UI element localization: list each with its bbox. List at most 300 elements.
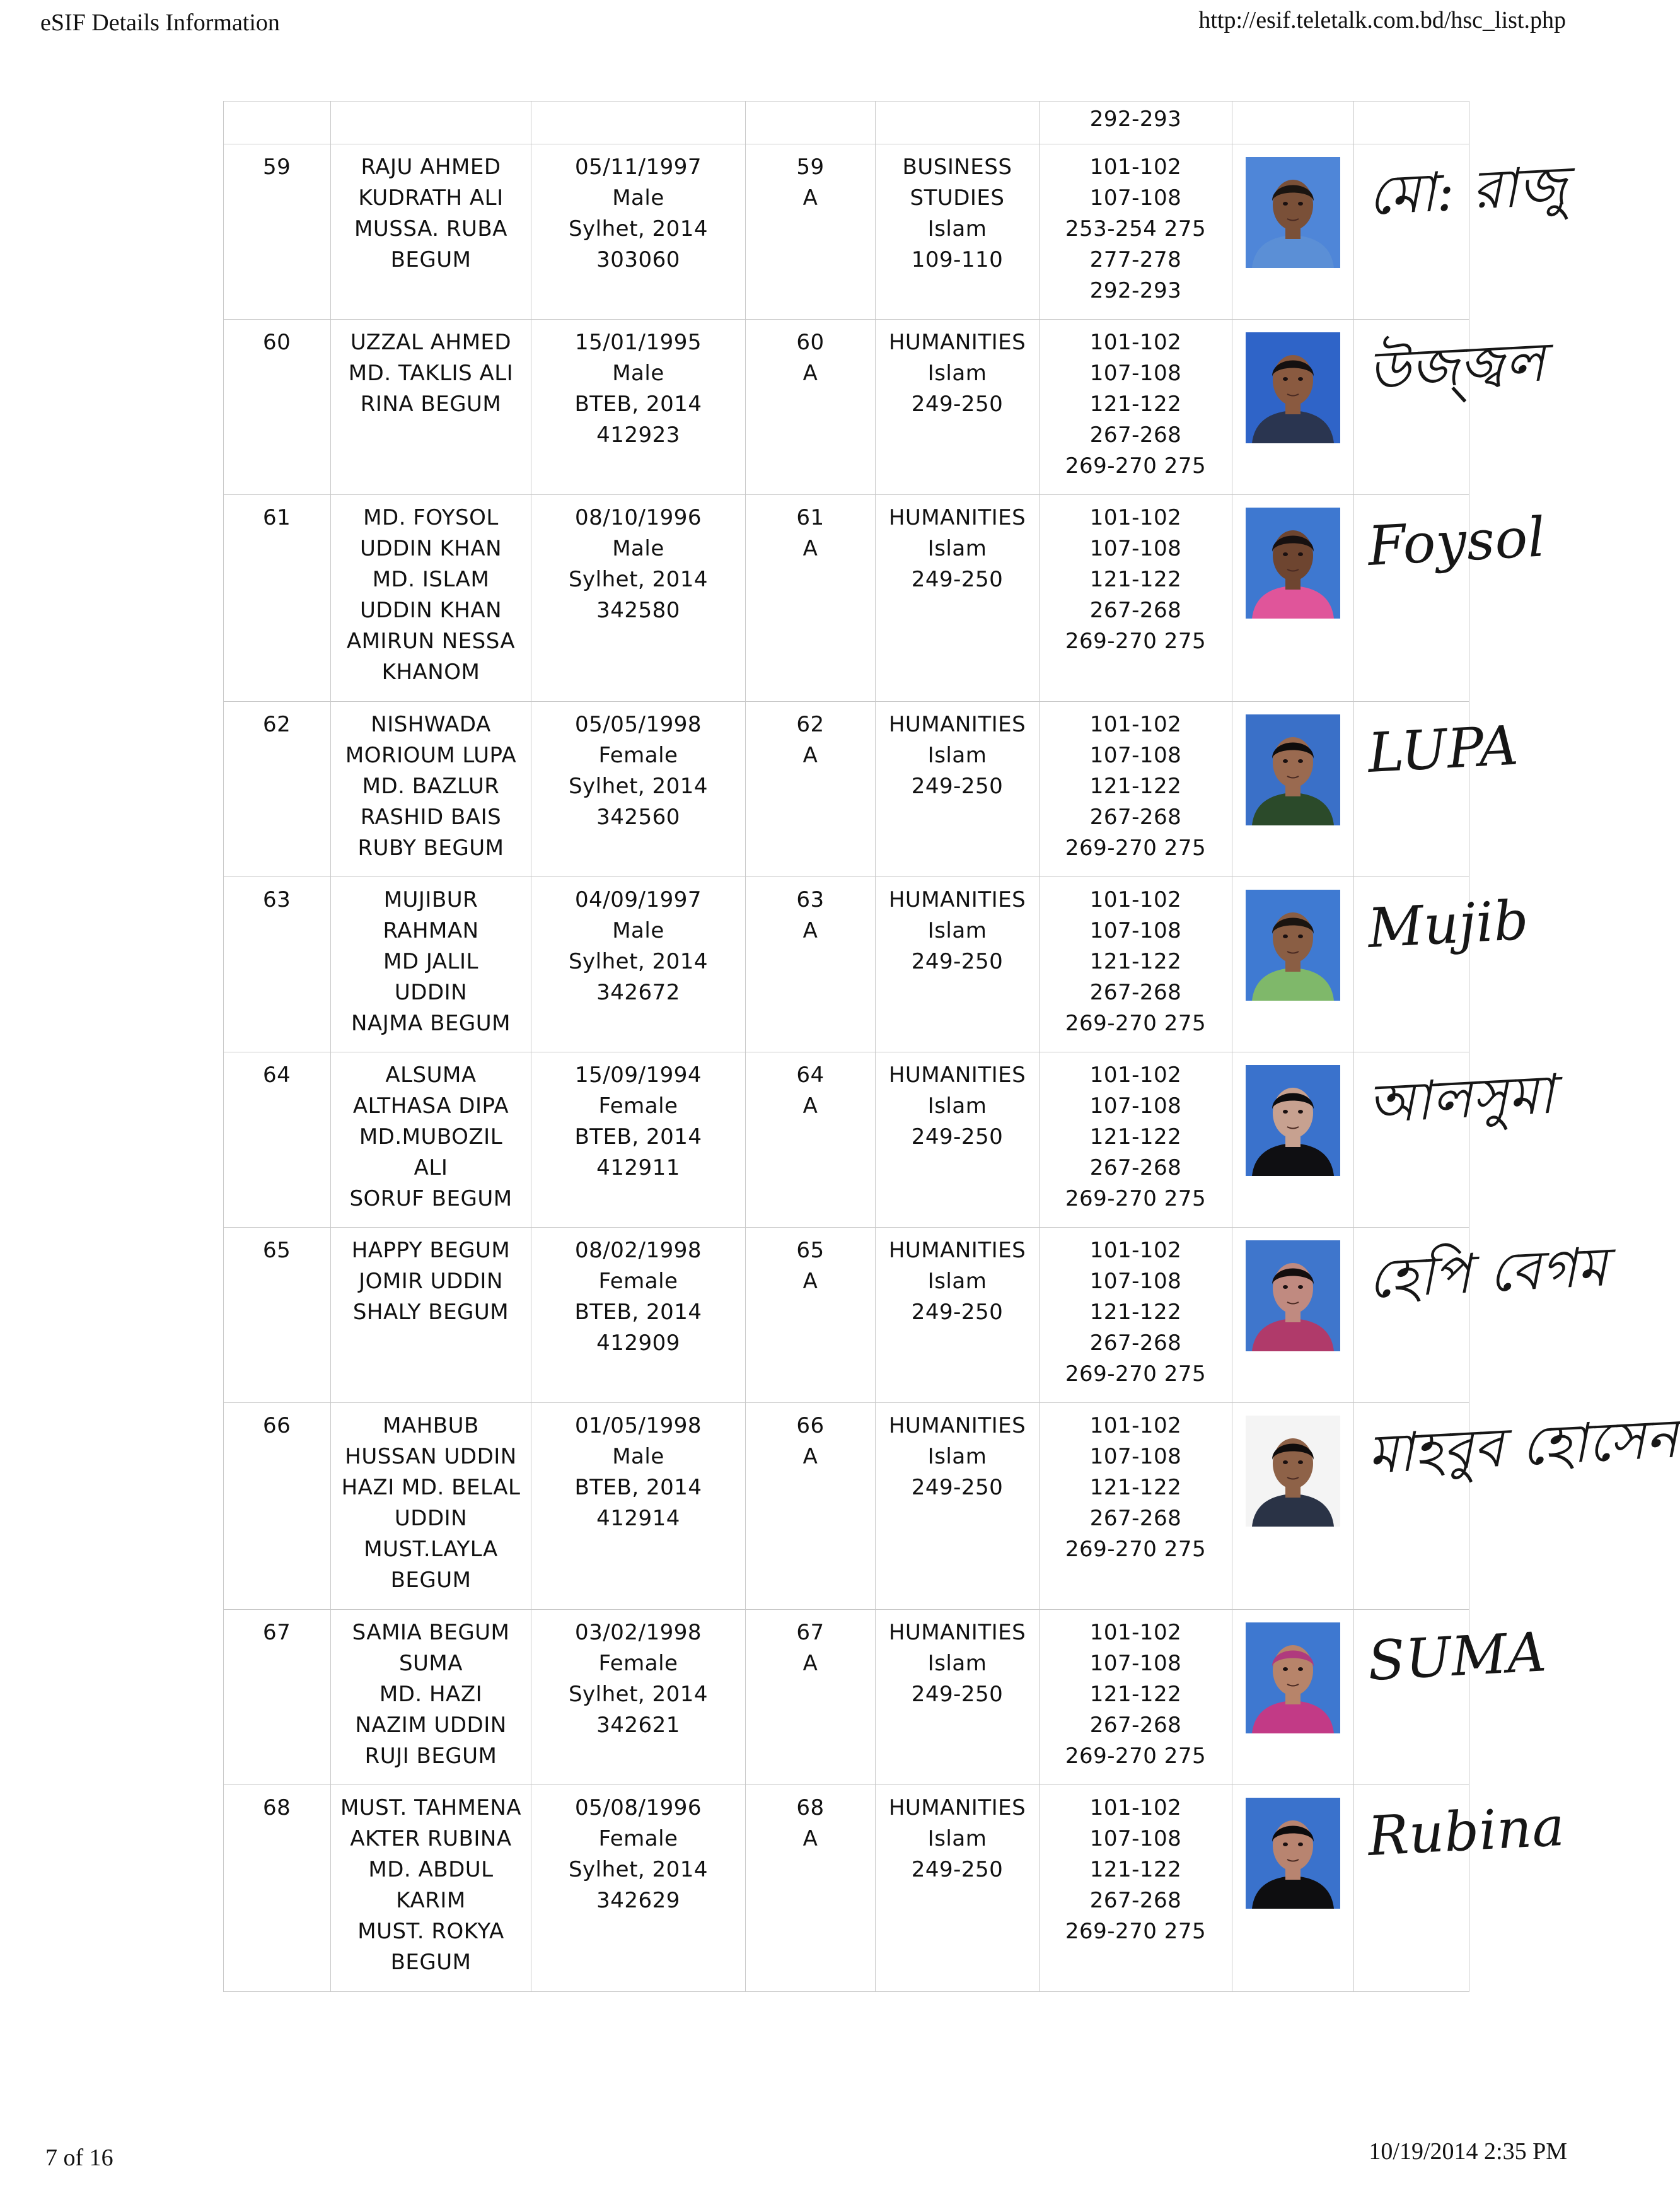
signature: মো: রাজু bbox=[1366, 154, 1568, 228]
photo-cell bbox=[1232, 495, 1354, 702]
roll-line: A bbox=[802, 185, 818, 211]
subjects-line: 107-108 bbox=[1089, 361, 1182, 386]
student-table bbox=[223, 101, 1680, 1992]
serial-number: 62 bbox=[263, 712, 291, 737]
group-line: 249-250 bbox=[911, 949, 1004, 974]
table-row bbox=[224, 144, 1469, 320]
group-line: 249-250 bbox=[911, 774, 1004, 799]
subjects-line: 101-102 bbox=[1089, 712, 1182, 737]
subjects-cell bbox=[1040, 144, 1232, 320]
subjects-line: 267-268 bbox=[1089, 1713, 1182, 1738]
group-cell bbox=[876, 877, 1040, 1052]
serial-number: 67 bbox=[263, 1620, 291, 1645]
info-line: 15/01/1995 bbox=[575, 330, 702, 355]
student-photo bbox=[1246, 508, 1340, 619]
names-line: MD. TAKLIS ALI bbox=[348, 361, 514, 386]
subjects-line: 101-102 bbox=[1089, 330, 1182, 355]
names-line: RAHMAN bbox=[383, 918, 479, 943]
names-line: HAPPY BEGUM bbox=[351, 1238, 511, 1263]
group-line: Islam bbox=[927, 1826, 987, 1851]
subjects-line: 269-270 275 bbox=[1065, 1743, 1207, 1769]
subjects-cell bbox=[1040, 320, 1232, 495]
names-line: ALTHASA DIPA bbox=[352, 1093, 509, 1119]
group-line: 249-250 bbox=[911, 1682, 1004, 1707]
group-line: HUMANITIES bbox=[888, 330, 1026, 355]
names-line: RUBY BEGUM bbox=[357, 835, 504, 861]
photo-cell bbox=[1232, 702, 1354, 877]
info-cell bbox=[531, 1403, 746, 1610]
signature: Foysol bbox=[1366, 506, 1547, 578]
names-cell bbox=[331, 1228, 531, 1403]
info-line: 05/11/1997 bbox=[575, 154, 702, 180]
print-datetime: 10/19/2014 2:35 PM bbox=[1369, 2138, 1567, 2165]
names-line: MUST. ROKYA bbox=[357, 1919, 504, 1944]
group-line: 249-250 bbox=[911, 392, 1004, 417]
table-row bbox=[224, 1785, 1469, 1992]
info-line: 412914 bbox=[596, 1506, 680, 1531]
subjects-line: 107-108 bbox=[1089, 185, 1182, 211]
info-line: 08/10/1996 bbox=[575, 505, 702, 530]
names-line: MD.MUBOZIL bbox=[359, 1124, 503, 1150]
subjects-line: 121-122 bbox=[1089, 1475, 1182, 1500]
names-line: HUSSAN UDDIN bbox=[345, 1444, 517, 1469]
subjects-line: 253-254 275 bbox=[1065, 216, 1207, 242]
group-line: Islam bbox=[927, 361, 987, 386]
photo-cell bbox=[1232, 1403, 1354, 1610]
roll-line: A bbox=[802, 1826, 818, 1851]
subjects-line: 101-102 bbox=[1089, 154, 1182, 180]
names-line: AMIRUN NESSA bbox=[346, 629, 516, 654]
names-line: ALSUMA bbox=[385, 1062, 477, 1088]
group-line: 249-250 bbox=[911, 1124, 1004, 1150]
info-line: 05/05/1998 bbox=[575, 712, 702, 737]
info-cell bbox=[531, 1228, 746, 1403]
subjects-line: 121-122 bbox=[1089, 1857, 1182, 1882]
signature: মাহবুব হোসেন bbox=[1366, 1407, 1680, 1486]
page-number: 7 of 16 bbox=[45, 2145, 113, 2171]
info-line: BTEB, 2014 bbox=[574, 1475, 702, 1500]
subjects-line: 267-268 bbox=[1089, 422, 1182, 448]
subjects-line: 101-102 bbox=[1089, 1620, 1182, 1645]
page-header-title: eSIF Details Information bbox=[40, 9, 280, 36]
subjects-line: 121-122 bbox=[1089, 1682, 1182, 1707]
group-line: Islam bbox=[927, 1651, 987, 1676]
subjects-cell bbox=[1040, 1403, 1232, 1610]
signature: হেপি বেগম bbox=[1366, 1235, 1609, 1311]
names-line: MD. BAZLUR bbox=[362, 774, 500, 799]
signature: Mujib bbox=[1366, 888, 1531, 960]
names-line: BEGUM bbox=[390, 1568, 472, 1593]
signature: SUMA bbox=[1366, 1621, 1548, 1693]
serial-cell bbox=[224, 877, 331, 1052]
subjects-line: 101-102 bbox=[1089, 505, 1182, 530]
roll-line: 67 bbox=[796, 1620, 825, 1645]
names-line: MUSSA. RUBA bbox=[354, 216, 507, 242]
serial-cell bbox=[224, 1403, 331, 1610]
info-line: Sylhet, 2014 bbox=[568, 1857, 709, 1882]
names-line: KHANOM bbox=[381, 660, 480, 685]
subjects-line: 107-108 bbox=[1089, 1651, 1182, 1676]
info-line: Male bbox=[612, 185, 664, 211]
subjects-line: 107-108 bbox=[1089, 1444, 1182, 1469]
table-row bbox=[224, 1403, 1469, 1610]
names-line: MD. ABDUL bbox=[368, 1857, 494, 1882]
subjects-line: 292-293 bbox=[1089, 278, 1182, 303]
info-line: Sylhet, 2014 bbox=[568, 949, 709, 974]
signature-cell bbox=[1354, 1403, 1680, 1610]
serial-cell bbox=[224, 702, 331, 877]
signature-cell bbox=[1354, 1052, 1556, 1228]
info-line: 412909 bbox=[596, 1330, 680, 1356]
names-line: SAMIA BEGUM bbox=[352, 1620, 510, 1645]
info-cell bbox=[531, 1785, 746, 1992]
group-cell bbox=[876, 1610, 1040, 1785]
info-line: 342672 bbox=[596, 980, 680, 1005]
signature: LUPA bbox=[1366, 714, 1521, 785]
group-line: STUDIES bbox=[910, 185, 1005, 211]
photo-cell bbox=[1232, 877, 1354, 1052]
group-line: Islam bbox=[927, 743, 987, 768]
names-line: SUMA bbox=[398, 1651, 463, 1676]
signature: Rubina bbox=[1366, 1795, 1567, 1868]
info-line: 342560 bbox=[596, 805, 680, 830]
serial-cell bbox=[224, 1052, 331, 1228]
serial-cell bbox=[224, 1610, 331, 1785]
names-line: MUST. TAHMENA bbox=[340, 1795, 522, 1820]
roll-cell bbox=[746, 877, 876, 1052]
roll-cell bbox=[746, 495, 876, 702]
student-photo bbox=[1246, 1065, 1340, 1176]
names-line: NAJMA BEGUM bbox=[351, 1011, 511, 1036]
group-line: BUSINESS bbox=[902, 154, 1012, 180]
info-cell bbox=[531, 320, 746, 495]
info-line: Male bbox=[612, 918, 664, 943]
subjects-cell bbox=[1040, 877, 1232, 1052]
group-line: HUMANITIES bbox=[888, 887, 1026, 912]
serial-cell bbox=[224, 1228, 331, 1403]
names-line: UDDIN KHAN bbox=[359, 598, 502, 623]
info-line: 04/09/1997 bbox=[575, 887, 702, 912]
subjects-line: 101-102 bbox=[1089, 1238, 1182, 1263]
roll-line: 61 bbox=[796, 505, 825, 530]
photo-cell bbox=[1232, 144, 1354, 320]
group-line: 249-250 bbox=[911, 1300, 1004, 1325]
group-line: 109-110 bbox=[911, 247, 1004, 272]
roll-cell bbox=[746, 320, 876, 495]
names-line: MD. ISLAM bbox=[372, 567, 490, 592]
signature-cell bbox=[1354, 144, 1568, 320]
roll-line: 63 bbox=[796, 887, 825, 912]
names-cell bbox=[331, 495, 531, 702]
names-line: UDDIN bbox=[394, 1506, 468, 1531]
table-row bbox=[224, 1052, 1469, 1228]
roll-cell bbox=[746, 1610, 876, 1785]
group-line: HUMANITIES bbox=[888, 1413, 1026, 1438]
group-cell bbox=[876, 1785, 1040, 1992]
names-line: HAZI MD. BELAL bbox=[341, 1475, 521, 1500]
roll-cell bbox=[746, 1403, 876, 1610]
info-line: Female bbox=[598, 1651, 678, 1676]
serial-number: 63 bbox=[263, 887, 291, 912]
subjects-line: 269-270 275 bbox=[1065, 1537, 1207, 1562]
subjects-line: 121-122 bbox=[1089, 1300, 1182, 1325]
group-cell bbox=[876, 144, 1040, 320]
info-cell bbox=[531, 702, 746, 877]
roll-line: A bbox=[802, 1269, 818, 1294]
group-line: Islam bbox=[927, 1444, 987, 1469]
names-line: SORUF BEGUM bbox=[349, 1186, 513, 1211]
names-line: NAZIM UDDIN bbox=[355, 1713, 507, 1738]
group-line: HUMANITIES bbox=[888, 1795, 1026, 1820]
serial-number: 66 bbox=[263, 1413, 291, 1438]
roll-line: A bbox=[802, 361, 818, 386]
signature-cell bbox=[1354, 1610, 1548, 1785]
serial-number: 68 bbox=[263, 1795, 291, 1820]
info-line: Female bbox=[598, 743, 678, 768]
names-line: JOMIR UDDIN bbox=[359, 1269, 503, 1294]
names-line: UDDIN bbox=[394, 980, 468, 1005]
signature-cell bbox=[1354, 702, 1521, 877]
subjects-line: 107-108 bbox=[1089, 1269, 1182, 1294]
subjects-line: 267-268 bbox=[1089, 598, 1182, 623]
subjects-line: 267-268 bbox=[1089, 805, 1182, 830]
roll-line: 68 bbox=[796, 1795, 825, 1820]
table-row bbox=[224, 702, 1469, 877]
info-cell bbox=[531, 144, 746, 320]
info-line: Male bbox=[612, 1444, 664, 1469]
names-cell bbox=[331, 702, 531, 877]
group-line: HUMANITIES bbox=[888, 1238, 1026, 1263]
roll-line: 62 bbox=[796, 712, 825, 737]
table-row bbox=[224, 495, 1469, 702]
subjects-cell bbox=[1040, 702, 1232, 877]
subjects-line: 121-122 bbox=[1089, 949, 1182, 974]
student-photo bbox=[1246, 1416, 1340, 1527]
names-line: KUDRATH ALI bbox=[358, 185, 504, 211]
subjects-line: 269-270 275 bbox=[1065, 453, 1207, 479]
subjects-line: 107-108 bbox=[1089, 743, 1182, 768]
info-cell bbox=[531, 495, 746, 702]
subjects-line: 121-122 bbox=[1089, 567, 1182, 592]
names-line: MUST.LAYLA bbox=[364, 1537, 498, 1562]
photo-cell bbox=[1232, 1228, 1354, 1403]
names-line: KARIM bbox=[396, 1888, 466, 1913]
signature-cell bbox=[1354, 1785, 1567, 1992]
info-line: Female bbox=[598, 1093, 678, 1119]
signature: আলসুমা bbox=[1366, 1062, 1556, 1136]
roll-line: A bbox=[802, 918, 818, 943]
photo-cell bbox=[1232, 1052, 1354, 1228]
subjects-line: 121-122 bbox=[1089, 392, 1182, 417]
group-line: Islam bbox=[927, 216, 987, 242]
names-line: UZZAL AHMED bbox=[350, 330, 512, 355]
subjects-line: 269-270 275 bbox=[1065, 1361, 1207, 1387]
names-cell bbox=[331, 320, 531, 495]
info-line: 05/08/1996 bbox=[575, 1795, 702, 1820]
roll-line: A bbox=[802, 1093, 818, 1119]
subjects-line: 277-278 bbox=[1089, 247, 1182, 272]
serial-number: 59 bbox=[263, 154, 291, 180]
roll-line: A bbox=[802, 1651, 818, 1676]
group-line: HUMANITIES bbox=[888, 505, 1026, 530]
signature-cell bbox=[1354, 877, 1531, 1052]
group-line: 249-250 bbox=[911, 567, 1004, 592]
subjects-line: 269-270 275 bbox=[1065, 1186, 1207, 1211]
subjects-line: 107-108 bbox=[1089, 536, 1182, 561]
subjects-cell bbox=[1040, 1785, 1232, 1992]
group-line: Islam bbox=[927, 1269, 987, 1294]
serial-cell bbox=[224, 320, 331, 495]
roll-cell bbox=[746, 1228, 876, 1403]
group-cell bbox=[876, 495, 1040, 702]
names-cell bbox=[331, 1052, 531, 1228]
table-row bbox=[224, 1610, 1469, 1785]
student-photo bbox=[1246, 1622, 1340, 1733]
info-line: Male bbox=[612, 536, 664, 561]
info-line: 342621 bbox=[596, 1713, 680, 1738]
subjects-line: 107-108 bbox=[1089, 918, 1182, 943]
group-cell bbox=[876, 1052, 1040, 1228]
names-line: RINA BEGUM bbox=[360, 392, 502, 417]
names-cell bbox=[331, 144, 531, 320]
subjects-line: 107-108 bbox=[1089, 1093, 1182, 1119]
roll-cell bbox=[746, 702, 876, 877]
info-cell bbox=[531, 877, 746, 1052]
roll-line: 65 bbox=[796, 1238, 825, 1263]
roll-line: 59 bbox=[796, 154, 825, 180]
table-row bbox=[224, 1228, 1469, 1403]
info-line: 412923 bbox=[596, 422, 680, 448]
info-line: 08/02/1998 bbox=[575, 1238, 702, 1263]
info-line: Sylhet, 2014 bbox=[568, 1682, 709, 1707]
student-photo bbox=[1246, 714, 1340, 825]
roll-cell bbox=[746, 1785, 876, 1992]
group-cell bbox=[876, 1403, 1040, 1610]
group-line: HUMANITIES bbox=[888, 712, 1026, 737]
subjects-line: 267-268 bbox=[1089, 1155, 1182, 1180]
names-line: RUJI BEGUM bbox=[364, 1743, 497, 1769]
info-line: Male bbox=[612, 361, 664, 386]
subjects-cell bbox=[1040, 495, 1232, 702]
photo-cell bbox=[1232, 1785, 1354, 1992]
subjects-line: 269-270 275 bbox=[1065, 1011, 1207, 1036]
group-line: Islam bbox=[927, 918, 987, 943]
info-line: BTEB, 2014 bbox=[574, 1124, 702, 1150]
serial-cell bbox=[224, 495, 331, 702]
names-cell bbox=[331, 1403, 531, 1610]
student-photo bbox=[1246, 1240, 1340, 1351]
subjects-cell bbox=[1040, 1610, 1232, 1785]
names-line: AKTER RUBINA bbox=[350, 1826, 512, 1851]
signature-cell bbox=[1354, 495, 1547, 702]
group-cell bbox=[876, 320, 1040, 495]
subjects-line: 269-270 275 bbox=[1065, 629, 1207, 654]
info-line: 342580 bbox=[596, 598, 680, 623]
info-line: BTEB, 2014 bbox=[574, 392, 702, 417]
names-line: UDDIN KHAN bbox=[359, 536, 502, 561]
names-line: SHALY BEGUM bbox=[352, 1300, 509, 1325]
names-line: MD. FOYSOL bbox=[363, 505, 499, 530]
subjects-line: 267-268 bbox=[1089, 1888, 1182, 1913]
info-cell bbox=[531, 1610, 746, 1785]
names-line: RASHID BAIS bbox=[360, 805, 502, 830]
table-row bbox=[224, 320, 1469, 495]
group-line: 249-250 bbox=[911, 1857, 1004, 1882]
serial-number: 65 bbox=[263, 1238, 291, 1263]
info-line: 15/09/1994 bbox=[575, 1062, 702, 1088]
names-cell bbox=[331, 1610, 531, 1785]
names-line: MD. HAZI bbox=[379, 1682, 483, 1707]
info-line: 303060 bbox=[596, 247, 680, 272]
serial-number: 60 bbox=[263, 330, 291, 355]
subjects-cell bbox=[1040, 1228, 1232, 1403]
subjects-line: 267-268 bbox=[1089, 980, 1182, 1005]
info-line: 342629 bbox=[596, 1888, 680, 1913]
serial-number: 64 bbox=[263, 1062, 291, 1088]
table-row bbox=[224, 877, 1469, 1052]
student-photo bbox=[1246, 332, 1340, 443]
names-line: MAHBUB bbox=[383, 1413, 479, 1438]
subjects-line: 121-122 bbox=[1089, 774, 1182, 799]
names-line: NISHWADA bbox=[371, 712, 491, 737]
names-cell bbox=[331, 1785, 531, 1992]
info-line: Sylhet, 2014 bbox=[568, 567, 709, 592]
info-line: BTEB, 2014 bbox=[574, 1300, 702, 1325]
roll-line: A bbox=[802, 536, 818, 561]
names-line: MD JALIL bbox=[383, 949, 478, 974]
subjects-line: 101-102 bbox=[1089, 1795, 1182, 1820]
group-line: Islam bbox=[927, 536, 987, 561]
names-line: MUJIBUR bbox=[383, 887, 478, 912]
info-line: 412911 bbox=[596, 1155, 680, 1180]
subjects-line: 267-268 bbox=[1089, 1506, 1182, 1531]
subjects-line: 101-102 bbox=[1089, 887, 1182, 912]
roll-cell bbox=[746, 144, 876, 320]
roll-cell bbox=[746, 1052, 876, 1228]
subjects-line: 267-268 bbox=[1089, 1330, 1182, 1356]
subjects-line: 269-270 275 bbox=[1065, 1919, 1207, 1944]
subjects-line: 269-270 275 bbox=[1065, 835, 1207, 861]
student-photo bbox=[1246, 890, 1340, 1001]
subjects-line: 101-102 bbox=[1089, 1062, 1182, 1088]
roll-line: 64 bbox=[796, 1062, 825, 1088]
names-line: MORIOUM LUPA bbox=[345, 743, 517, 768]
photo-cell bbox=[1232, 1610, 1354, 1785]
roll-line: A bbox=[802, 743, 818, 768]
serial-cell bbox=[224, 1785, 331, 1992]
roll-line: A bbox=[802, 1444, 818, 1469]
subjects-cell bbox=[1040, 1052, 1232, 1228]
page-header-url: http://esif.teletalk.com.bd/hsc_list.php bbox=[1198, 7, 1566, 33]
group-line: HUMANITIES bbox=[888, 1620, 1026, 1645]
table-row-top bbox=[224, 102, 1469, 144]
subjects-line: 107-108 bbox=[1089, 1826, 1182, 1851]
signature-cell bbox=[1354, 1228, 1609, 1403]
roll-line: 60 bbox=[796, 330, 825, 355]
group-line: HUMANITIES bbox=[888, 1062, 1026, 1088]
info-cell bbox=[531, 1052, 746, 1228]
group-cell bbox=[876, 1228, 1040, 1403]
roll-line: 66 bbox=[796, 1413, 825, 1438]
subjects-line: 121-122 bbox=[1089, 1124, 1182, 1150]
info-line: 03/02/1998 bbox=[575, 1620, 702, 1645]
photo-cell bbox=[1232, 320, 1354, 495]
info-line: Female bbox=[598, 1826, 678, 1851]
serial-number: 61 bbox=[263, 505, 291, 530]
names-line: BEGUM bbox=[390, 247, 472, 272]
subject-code: 292-293 bbox=[1089, 107, 1182, 132]
signature: উজ্জ্বল bbox=[1366, 330, 1547, 403]
